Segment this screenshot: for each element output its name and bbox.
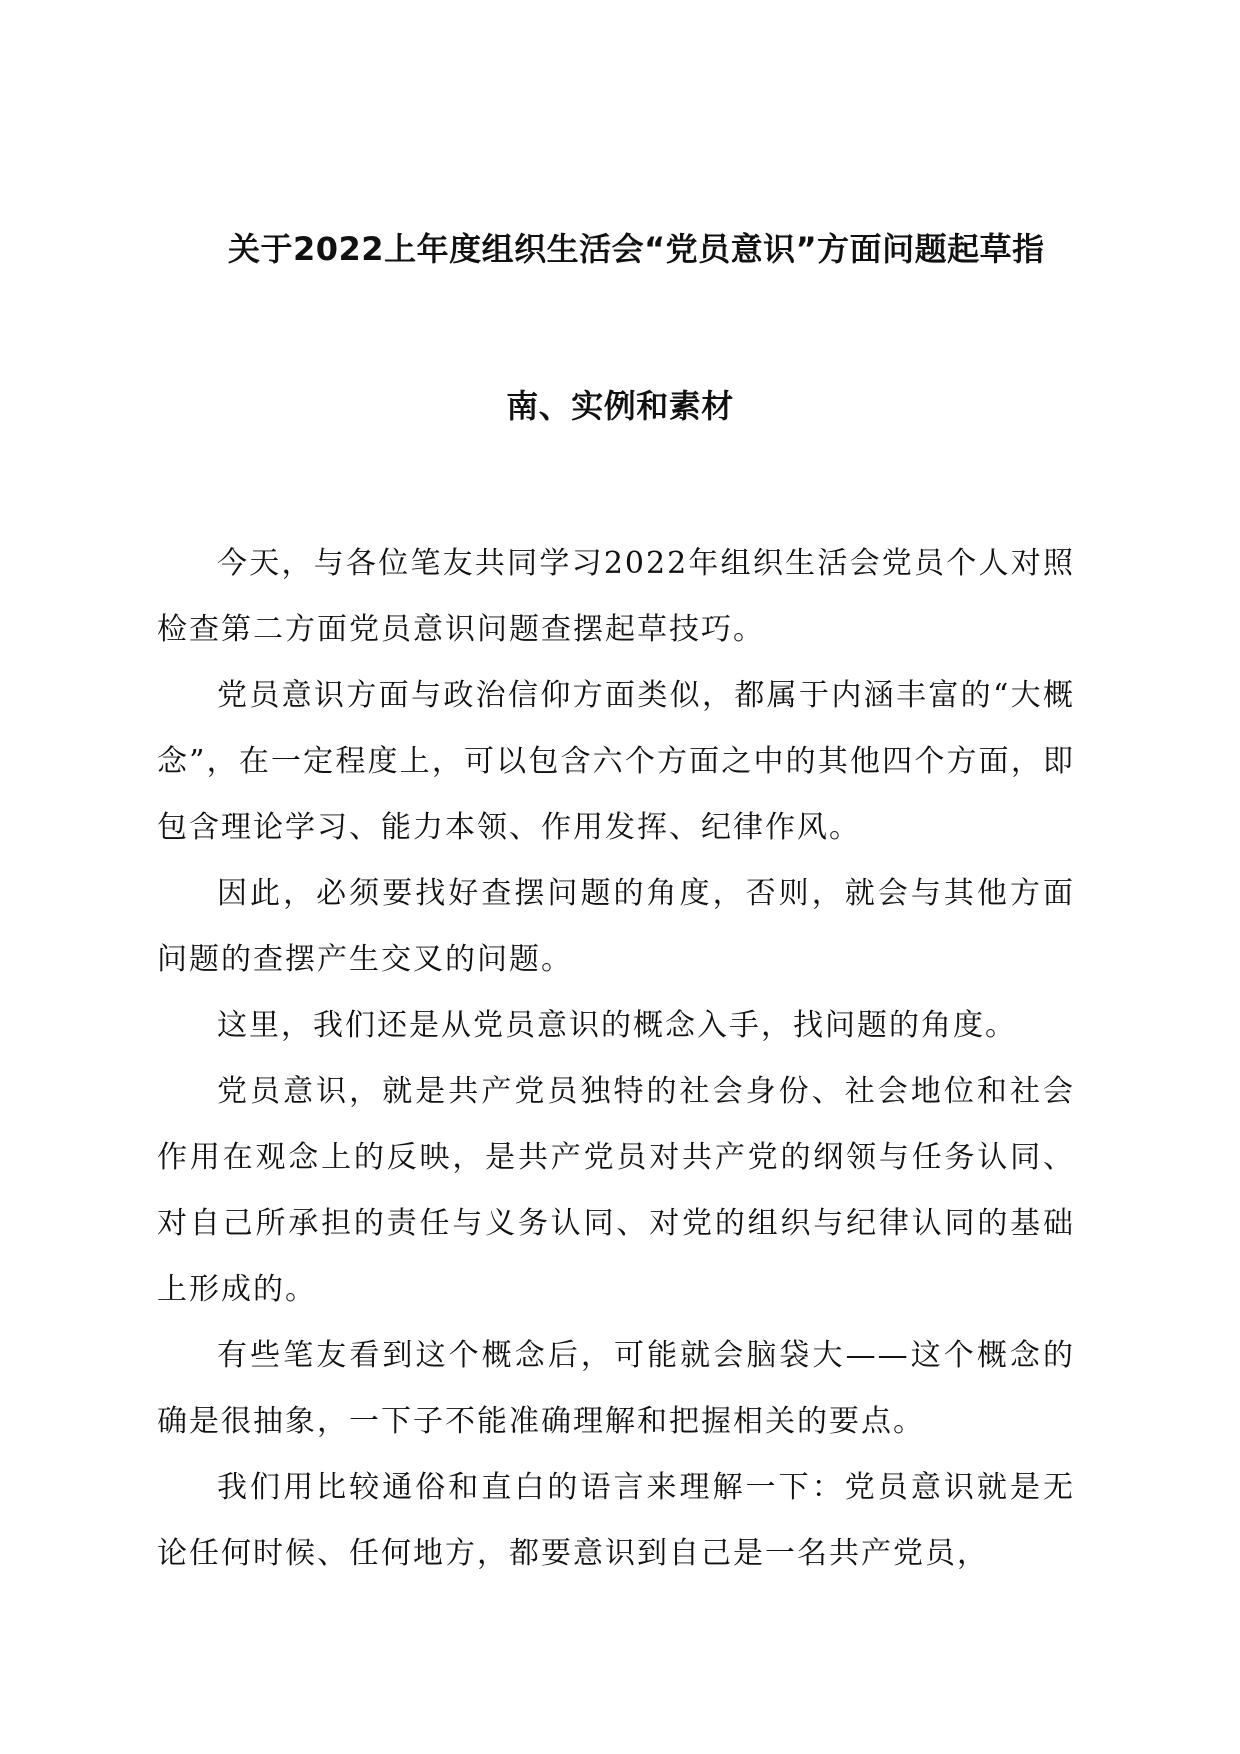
paragraph: 有些笔友看到这个概念后，可能就会脑袋大——这个概念的确是很抽象，一下子不能准确理解和把握相关的要点。: [157, 1338, 1075, 1439]
document-title-line-1: 关于2022上年度组织生活会“党员意识”方面问题起草指: [228, 230, 1045, 268]
document-body: [157, 531, 1075, 1587]
paragraph: 今天，与各位笔友共同学习2022年组织生活会党员个人对照检查第二方面党员意识问题查摆起草技巧。: [157, 546, 1075, 647]
paragraph: 这里，我们还是从党员意识的概念入手，找问题的角度。: [217, 1008, 1017, 1043]
document-title-line-2: 南、实例和素材: [506, 387, 734, 425]
paragraph: 党员意识，就是共产党员独特的社会身份、社会地位和社会作用在观念上的反映，是共产党员对共产党的纲领与任务认同、对自己所承担的责任与义务认同、对党的组织与纪律认同的基础上形成的。: [157, 1074, 1075, 1307]
paragraph: 因此，必须要找好查摆问题的角度，否则，就会与其他方面问题的查摆产生交叉的问题。: [157, 876, 1075, 977]
paragraph: 党员意识方面与政治信仰方面类似，都属于内涵丰富的“大概念”，在一定程度上，可以包含六个方面之中的其他四个方面，即包含理论学习、能力本领、作用发挥、纪律作风。: [157, 678, 1075, 845]
paragraph: 我们用比较通俗和直白的语言来理解一下：党员意识就是无论任何时候、任何地方，都要意识到自己是一名共产党员，: [157, 1470, 1075, 1571]
